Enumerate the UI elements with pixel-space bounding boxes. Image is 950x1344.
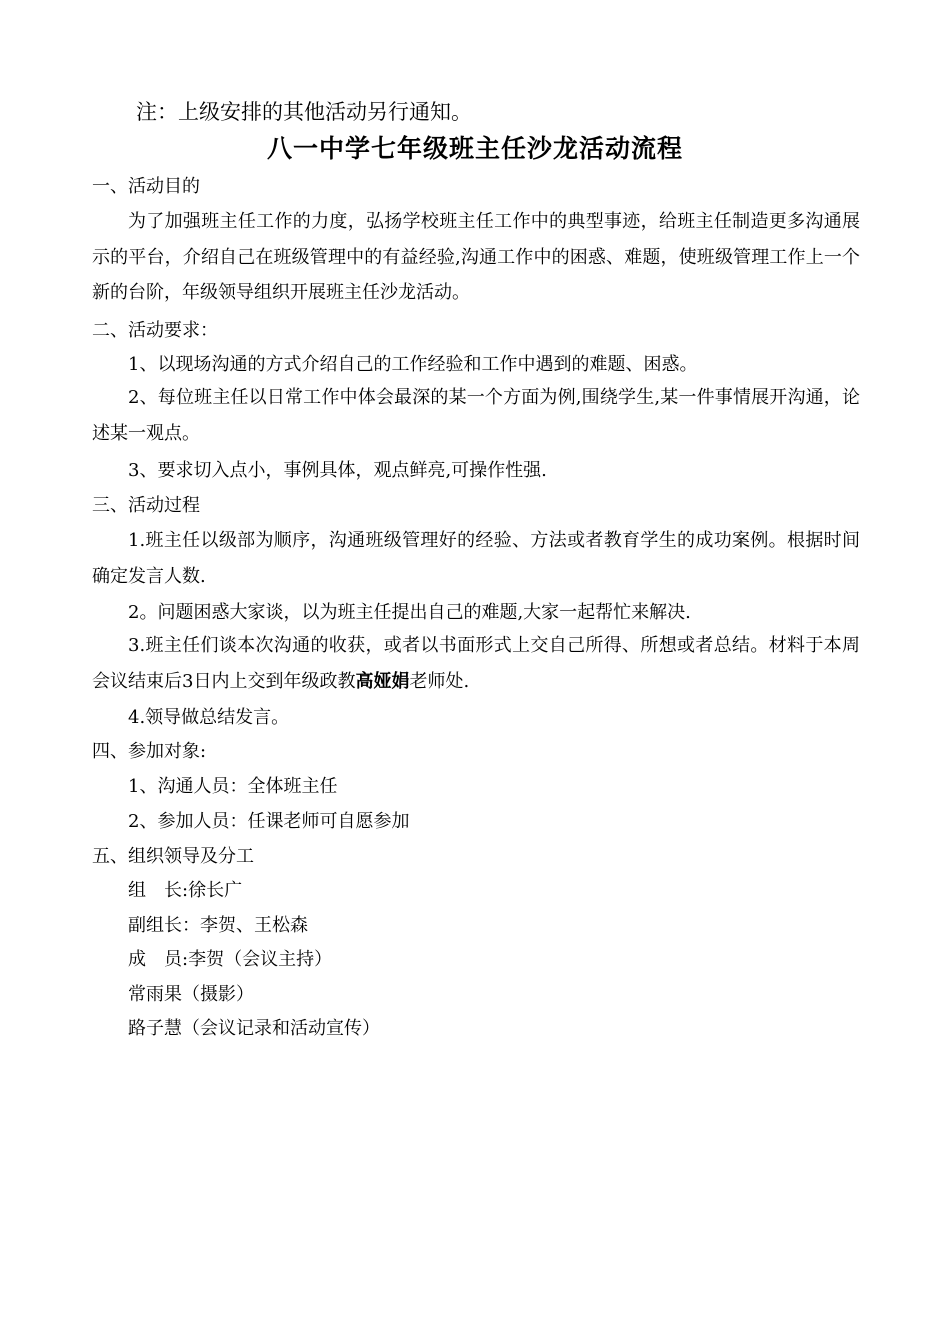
purpose-paragraph: 为了加强班主任工作的力度，弘扬学校班主任工作中的典型事迹，给班主任制造更多沟通展示的平台，介绍自己在班级管理中的有益经验,沟通工作中的困惑、难题，使班级管理工作上一个新的台阶，年级领导组织开展班主任沙龙活动。	[92, 211, 860, 303]
process-item-1: 1.班主任以级部为顺序，沟通班级管理好的经验、方法或者教育学生的成功案例。根据时间确定发言人数.	[92, 530, 860, 587]
process-item-2: 2。问题困惑大家谈，以为班主任提出自己的难题,大家一起帮忙来解决.	[128, 602, 691, 623]
requirement-item-2: 2、每位班主任以日常工作中体会最深的某一个方面为例,围绕学生,某一件事情展开沟通，论述某一观点。	[92, 387, 860, 444]
org-deputy-leader: 副组长：李贺、王松森	[128, 915, 308, 936]
document-title: 八一中学七年级班主任沙龙活动流程	[266, 134, 683, 163]
process-item-3-text: 3.班主任们谈本次沟通的收获，或者以书面形式上交自己所得、所想或者总结。材料于本周会议结束后3日内上交到年级政教	[92, 635, 860, 692]
section-heading-requirements: 二、活动要求：	[92, 320, 218, 341]
section-heading-organization: 五、组织领导及分工	[92, 846, 254, 867]
org-photographer: 常雨果（摄影）	[128, 984, 254, 1005]
contact-teacher-name: 高娅娟	[355, 670, 410, 692]
section-heading-participants: 四、参加对象:	[92, 741, 207, 762]
participant-item-1: 1、沟通人员：全体班主任	[128, 776, 338, 797]
org-leader: 组 长:徐长广	[128, 880, 243, 901]
section-heading-purpose: 一、活动目的	[92, 176, 200, 197]
note-text: 注：上级安排的其他活动另行通知。	[136, 100, 472, 124]
process-item-3	[92, 628, 860, 699]
org-member: 成 员:李贺（会议主持）	[128, 949, 333, 970]
participant-item-2: 2、参加人员：任课老师可自愿参加	[128, 811, 410, 832]
requirement-item-1: 1、以现场沟通的方式介绍自己的工作经验和工作中遇到的难题、困惑。	[128, 354, 698, 375]
requirement-item-3: 3、要求切入点小，事例具体，观点鲜亮,可操作性强.	[128, 460, 547, 481]
org-recorder: 路子慧（会议记录和活动宣传）	[128, 1018, 380, 1039]
section-heading-process: 三、活动过程	[92, 495, 200, 516]
process-item-4: 4.领导做总结发言。	[128, 707, 290, 728]
process-item-3-suffix: 老师处.	[409, 670, 470, 692]
